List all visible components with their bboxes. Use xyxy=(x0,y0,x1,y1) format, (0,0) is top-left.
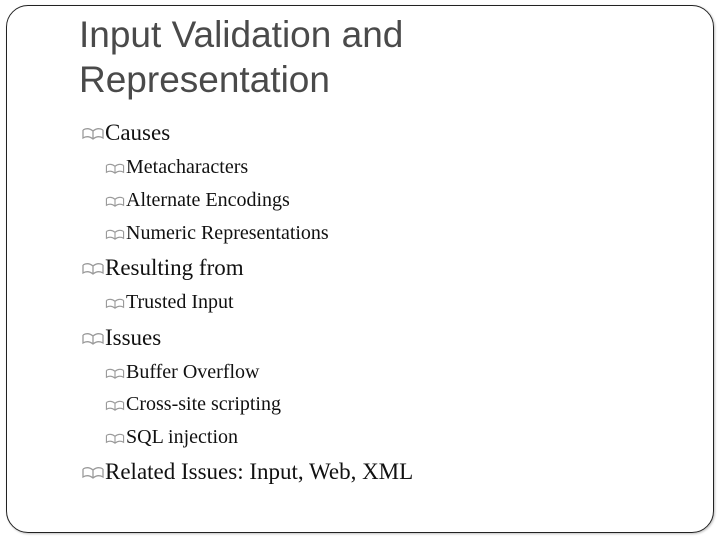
bullet-related-issues xyxy=(82,459,413,485)
bullet-text: Numeric Representations xyxy=(126,222,329,244)
book-bullet-icon xyxy=(105,228,125,240)
bullet-issues xyxy=(82,325,161,351)
book-bullet-icon xyxy=(105,432,125,444)
title-line-1: Input Validation and xyxy=(79,14,404,55)
bullet-cross-site-scripting xyxy=(105,393,281,416)
book-bullet-icon xyxy=(105,162,125,174)
bullet-text: Resulting from xyxy=(105,255,244,280)
book-bullet-icon xyxy=(105,297,125,309)
book-bullet-icon xyxy=(82,126,104,140)
bullet-metacharacters xyxy=(105,156,248,179)
bullet-trusted-input xyxy=(105,291,234,314)
bullet-text: Issues xyxy=(105,325,162,350)
bullet-text: SQL injection xyxy=(126,426,239,448)
bullet-sql-injection xyxy=(105,426,238,449)
bullet-text: Alternate Encodings xyxy=(126,189,290,211)
book-bullet-icon xyxy=(105,399,125,411)
book-bullet-icon xyxy=(82,261,104,275)
bullet-text: Metacharacters xyxy=(126,156,249,178)
bullet-resulting-from xyxy=(82,255,244,281)
bullet-causes xyxy=(82,120,170,146)
book-bullet-icon xyxy=(82,465,104,479)
title-line-2: Representation xyxy=(79,59,330,100)
book-bullet-icon xyxy=(105,195,125,207)
book-bullet-icon xyxy=(105,367,125,379)
bullet-alternate-encodings xyxy=(105,189,290,212)
slide-title xyxy=(79,12,679,102)
bullet-text: Related Issues: Input, Web, XML xyxy=(105,459,414,484)
bullet-text: Cross-site scripting xyxy=(126,393,281,415)
bullet-text: Causes xyxy=(105,120,171,145)
bullet-buffer-overflow xyxy=(105,361,259,384)
bullet-text: Buffer Overflow xyxy=(126,361,260,383)
bullet-text: Trusted Input xyxy=(126,291,234,313)
book-bullet-icon xyxy=(82,331,104,345)
bullet-numeric-representations xyxy=(105,222,329,245)
